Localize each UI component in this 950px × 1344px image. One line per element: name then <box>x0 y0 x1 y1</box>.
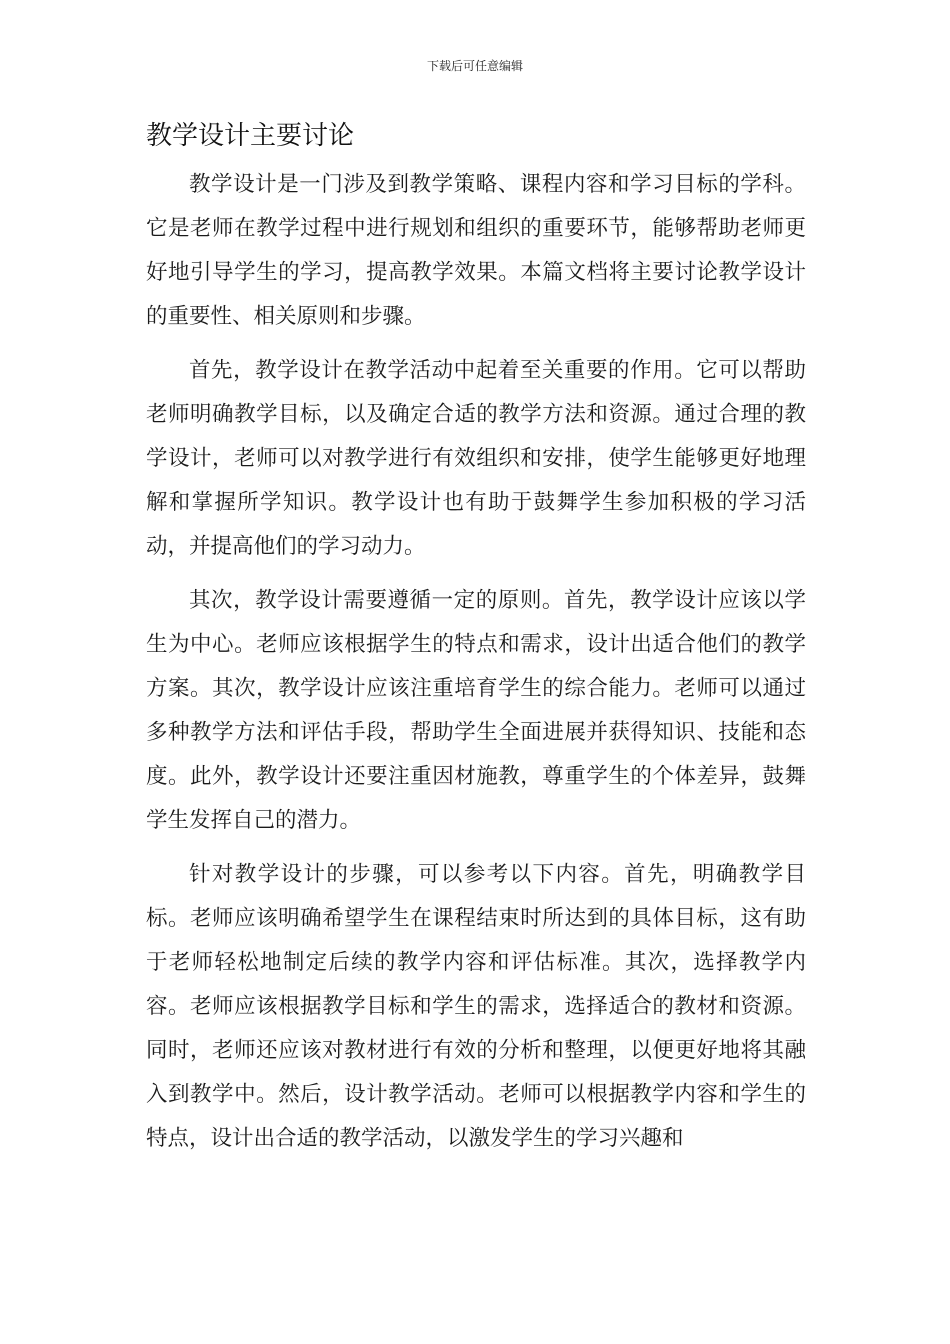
paragraph-steps: 针对教学设计的步骤，可以参考以下内容。首先，明确教学目标。老师应该明确希望学生在课程结束时所达到的具体目标，这有助于老师轻松地制定后续的教学内容和评估标准。其次，选择教学内容。老师应该根据教学目标和学生的需求，选择适合的教材和资源。同时，老师还应该对教材进行有效的分析和整理，以便更好地将其融入到教学中。然后，设计教学活动。老师可以根据教学内容和学生的特点，设计出合适的教学活动，以激发学生的学习兴趣和 <box>146 862 806 1151</box>
paragraph-importance: 首先，教学设计在教学活动中起着至关重要的作用。它可以帮助老师明确教学目标，以及确定合适的教学方法和资源。通过合理的教学设计，老师可以对教学进行有效组织和安排，使学生能够更好地理解和掌握所学知识。教学设计也有助于鼓舞学生参加积极的学习活动，并提高他们的学习动力。 <box>146 358 806 559</box>
paragraph-principles: 其次，教学设计需要遵循一定的原则。首先，教学设计应该以学生为中心。老师应该根据学生的特点和需求，设计出适合他们的教学方案。其次，教学设计应该注重培育学生的综合能力。老师可以通过多种教学方法和评估手段，帮助学生全面进展并获得知识、技能和态度。此外，教学设计还要注重因材施教，尊重学生的个体差异，鼓舞学生发挥自己的潜力。 <box>146 588 806 833</box>
paragraph-intro: 教学设计是一门涉及到教学策略、课程内容和学习目标的学科。它是老师在教学过程中进行规划和组织的重要环节，能够帮助老师更好地引导学生的学习，提高教学效果。本篇文档将主要讨论教学设计的重要性、相关原则和步骤。 <box>146 172 806 329</box>
document-body <box>146 163 806 1171</box>
page-header-note: 下载后可任意编辑 <box>426 59 523 73</box>
document-title: 教学设计主要讨论 <box>146 121 355 151</box>
